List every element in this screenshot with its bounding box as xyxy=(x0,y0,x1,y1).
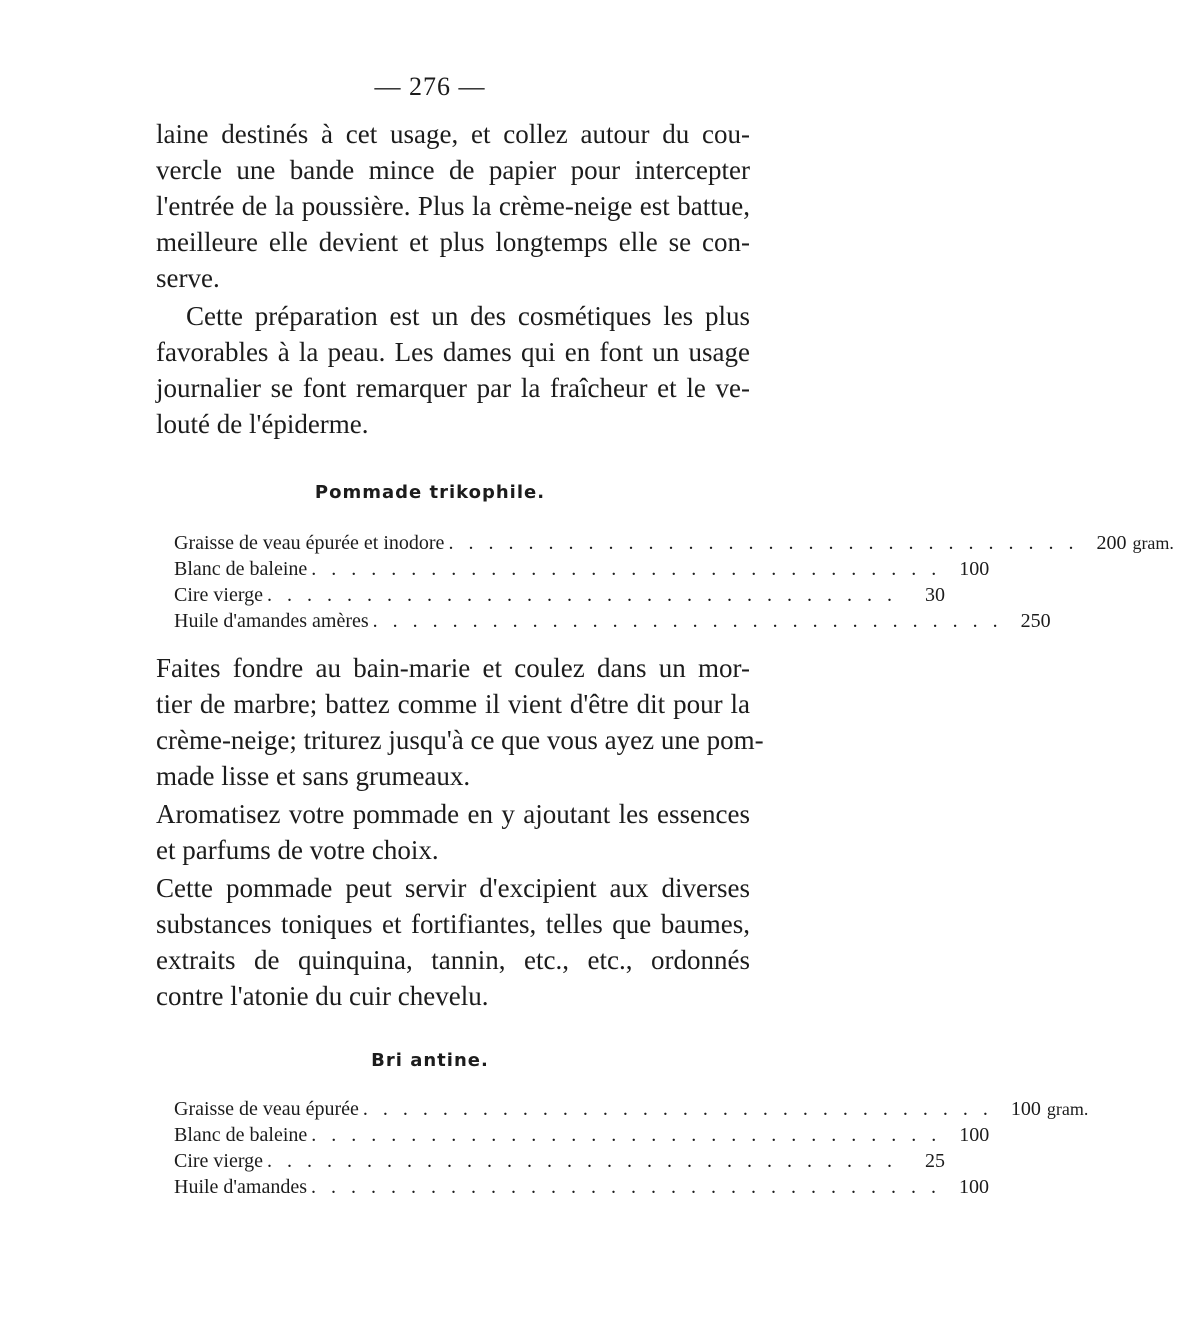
dot-leader: . . . . . . . . . . . . . . . . . . . . . . . . . . . . . . . . xyxy=(372,610,1003,632)
quantity-unit: gram. xyxy=(1046,1099,1089,1119)
dot-leader: . . . . . . . . . . . . . . . . . . . . . . . . . . . . . . . . xyxy=(362,1098,993,1120)
dot-leader: . . . . . . . . . . . . . . . . . . . . . . . . . . . . . . . . xyxy=(311,1176,942,1198)
text-line: serve. xyxy=(156,263,220,293)
dot-leader: . . . . . . . . . . . . . . . . . . . . . . . . . . . . . . . . xyxy=(448,532,1079,554)
ingredient-name: Graisse de veau épurée xyxy=(174,1098,359,1120)
ingredient-quantity: 100 xyxy=(959,558,990,580)
recipe-ingredients-list xyxy=(174,530,1174,634)
text-line: meilleure elle devient et plus longtemps elle se con- xyxy=(156,227,750,257)
paragraph-4 xyxy=(156,796,750,868)
ingredient-row xyxy=(174,1122,990,1148)
text-line: made lisse et sans grumeaux. xyxy=(156,761,471,791)
dot-leader: . . . . . . . . . . . . . . . . . . . . . . . . . . . . . . . . xyxy=(267,1150,898,1172)
quantity-unit: gram. xyxy=(1132,533,1174,553)
ingredient-row xyxy=(174,582,946,608)
text-line: Faites fondre au bain-marie et coulez dans un mor- xyxy=(156,653,750,683)
dot-leader: . . . . . . . . . . . . . . . . . . . . . . . . . . . . . . . . xyxy=(311,558,942,580)
ingredient-name: Huile d'amandes xyxy=(174,1176,308,1198)
ingredient-row xyxy=(174,1174,990,1200)
text-line: l'entrée de la poussière. Plus la crème-neige est battue, xyxy=(156,191,750,221)
ingredient-quantity: 30 xyxy=(925,584,946,606)
ingredient-row xyxy=(174,1096,1089,1122)
text-line: substances toniques et fortifiantes, telles que baumes, xyxy=(156,909,750,939)
text-line: extraits de quinquina, tannin, etc., etc., ordonnés xyxy=(156,945,750,975)
ingredient-name: Huile d'amandes amères xyxy=(174,610,369,632)
ingredient-quantity: 200 xyxy=(1096,532,1127,554)
text-line: Cette pommade peut servir d'excipient aux diverses xyxy=(156,873,750,903)
ingredient-name: Graisse de veau épurée et inodore xyxy=(174,532,445,554)
text-line: laine destinés à cet usage, et collez autour du cou- xyxy=(156,119,750,149)
text-line: Cette préparation est un des cosmétiques les plus xyxy=(186,301,750,331)
ingredient-row xyxy=(174,530,1174,556)
text-line: contre l'atonie du cuir chevelu. xyxy=(156,981,489,1011)
ingredient-quantity: 100 xyxy=(959,1124,990,1146)
dot-leader: . . . . . . . . . . . . . . . . . . . . . . . . . . . . . . . . xyxy=(311,1124,942,1146)
ingredient-row xyxy=(174,1148,946,1174)
ingredient-row xyxy=(174,608,1051,634)
paragraph-5 xyxy=(156,870,750,1014)
ingredient-name: Blanc de baleine xyxy=(174,558,308,580)
paragraph-3 xyxy=(156,650,764,794)
recipe-title: Bri antine. xyxy=(371,1050,489,1071)
text-line: tier de marbre; battez comme il vient d'être dit pour la xyxy=(156,689,750,719)
ingredient-quantity: 25 xyxy=(925,1150,946,1172)
text-line: Aromatisez votre pommade en y ajoutant les essences xyxy=(156,799,750,829)
ingredient-row xyxy=(174,556,990,582)
ingredient-name: Cire vierge xyxy=(174,584,264,606)
dot-leader: . . . . . . . . . . . . . . . . . . . . . . . . . . . . . . . . xyxy=(267,584,898,606)
text-line: journalier se font remarquer par la fraîcheur et le ve- xyxy=(156,373,750,403)
text-line: vercle une bande mince de papier pour intercepter xyxy=(156,155,750,185)
ingredient-quantity: 100 xyxy=(959,1176,990,1198)
text-line: crème-neige; triturez jusqu'à ce que vous ayez une pom- xyxy=(156,725,764,755)
paragraph-2 xyxy=(156,298,750,442)
text-line: favorables à la peau. Les dames qui en font un usage xyxy=(156,337,750,367)
paragraph-1 xyxy=(156,116,750,296)
ingredient-quantity: 250 xyxy=(1020,610,1051,632)
recipe-title: Pommade trikophile. xyxy=(314,482,546,503)
recipe-ingredients-list xyxy=(174,1096,1089,1200)
ingredient-quantity: 100 xyxy=(1010,1098,1041,1120)
page-number: — 276 — xyxy=(374,72,486,101)
ingredient-name: Cire vierge xyxy=(174,1150,264,1172)
ingredient-name: Blanc de baleine xyxy=(174,1124,308,1146)
text-line: et parfums de votre choix. xyxy=(156,835,439,865)
text-line: louté de l'épiderme. xyxy=(156,409,369,439)
